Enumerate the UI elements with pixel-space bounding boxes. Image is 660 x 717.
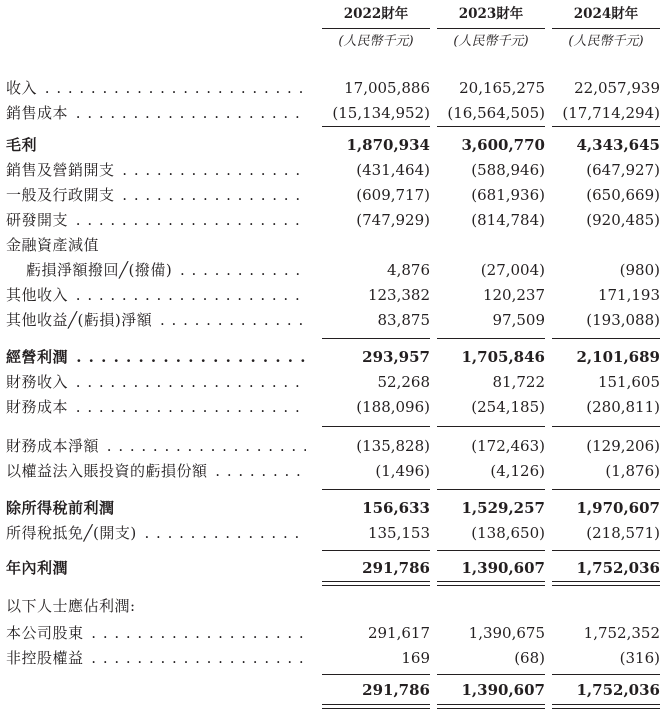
subtotal-rule xyxy=(437,338,545,339)
value-2022: (609,717) xyxy=(356,186,430,204)
total-double-rule xyxy=(437,704,545,709)
value-2023: (172,463) xyxy=(471,437,545,455)
value-2022: 52,268 xyxy=(377,373,430,391)
row-label: 一般及行政開支 . . . xyxy=(6,183,306,207)
value-2024: 2,101,689 xyxy=(576,348,660,366)
row-other-income xyxy=(0,283,660,307)
total-double-rule xyxy=(552,704,660,709)
subtotal-rule xyxy=(322,550,430,551)
subtotal-rule xyxy=(437,550,545,551)
value-2023: (588,946) xyxy=(471,161,545,179)
subtotal-rule xyxy=(322,126,430,127)
subtotal-rule xyxy=(322,674,430,675)
row-label: 其他收入 . . . xyxy=(6,283,306,307)
value-2024: (980) xyxy=(619,261,660,279)
column-unit: (人民幣千元) xyxy=(338,34,414,49)
value-2022: 293,957 xyxy=(362,348,430,366)
value-2022: 156,633 xyxy=(362,499,430,517)
row-label: 非控股權益 . . . xyxy=(6,646,306,670)
row-label: 虧損淨額撥回╱(撥備) . . . xyxy=(26,258,306,282)
value-2024: (218,571) xyxy=(586,524,660,542)
value-2022: (188,096) xyxy=(356,398,430,416)
row-label: 收入 . . . xyxy=(6,76,306,100)
total-double-rule xyxy=(552,581,660,586)
value-2022: (135,828) xyxy=(356,437,430,455)
row-label: 財務收入 . . . xyxy=(6,370,306,394)
row-label: 財務成本淨額 . . . xyxy=(6,434,306,458)
value-2023: 120,237 xyxy=(482,286,545,304)
row-operating-profit xyxy=(0,345,660,369)
row-label: 以權益法入賬投資的虧損份額 . . . xyxy=(6,459,306,483)
value-2023: (681,936) xyxy=(471,186,545,204)
value-2022: (15,134,952) xyxy=(332,104,430,122)
subtotal-rule xyxy=(322,338,430,339)
value-2023: (16,564,505) xyxy=(447,104,545,122)
value-2023: (814,784) xyxy=(471,211,545,229)
row-label: 金融資產減值 xyxy=(6,236,100,254)
column-unit: (人民幣千元) xyxy=(453,34,529,49)
value-2024: (17,714,294) xyxy=(562,104,660,122)
value-2024: (193,088) xyxy=(586,311,660,329)
row-finance-income xyxy=(0,370,660,394)
value-2024: 4,343,645 xyxy=(576,136,660,154)
subtotal-rule xyxy=(437,126,545,127)
subtotal-rule xyxy=(552,426,660,427)
subtotal-rule xyxy=(552,338,660,339)
value-2023: 81,722 xyxy=(492,373,545,391)
value-2024: 22,057,939 xyxy=(574,79,660,97)
value-2023: 20,165,275 xyxy=(459,79,545,97)
value-2024: 171,193 xyxy=(597,286,660,304)
value-2024: (129,206) xyxy=(586,437,660,455)
row-non-controlling-interests xyxy=(0,646,660,670)
row-label: 年內利潤 xyxy=(6,559,69,577)
value-2024: (920,485) xyxy=(586,211,660,229)
row-admin-expenses xyxy=(0,183,660,207)
row-label: 除所得稅前利潤 xyxy=(6,499,115,517)
subtotal-rule xyxy=(552,126,660,127)
row-finance-costs xyxy=(0,395,660,419)
column-unit: (人民幣千元) xyxy=(568,34,644,49)
row-label: 其他收益╱(虧損)淨額 . . . xyxy=(6,308,306,332)
subtotal-rule xyxy=(322,426,430,427)
row-profit-for-year xyxy=(0,556,660,580)
value-2023: 1,390,675 xyxy=(468,624,545,642)
value-2024: (650,669) xyxy=(586,186,660,204)
row-attributable-heading xyxy=(0,594,660,618)
value-2022: 17,005,886 xyxy=(344,79,430,97)
row-profit-before-tax xyxy=(0,496,660,520)
header-rule xyxy=(437,28,545,29)
value-2023: 97,509 xyxy=(492,311,545,329)
value-2023: 1,529,257 xyxy=(461,499,545,517)
row-label: 經營利潤 . . . xyxy=(6,345,306,369)
value-2022: 4,876 xyxy=(387,261,430,279)
row-impairment-heading xyxy=(0,233,660,257)
value-2022: 291,786 xyxy=(362,559,430,577)
value-2022: (431,464) xyxy=(356,161,430,179)
row-label: 研發開支 . . . xyxy=(6,208,306,232)
row-label: 銷售及營銷開支 . . . xyxy=(6,158,306,182)
total-double-rule xyxy=(437,581,545,586)
row-selling-expenses xyxy=(0,158,660,182)
value-2023: 1,390,607 xyxy=(461,681,545,699)
row-rnd-expenses xyxy=(0,208,660,232)
value-2022: 83,875 xyxy=(377,311,430,329)
value-2023: (4,126) xyxy=(490,462,545,480)
header-rule xyxy=(552,28,660,29)
value-2024: 1,752,036 xyxy=(576,681,660,699)
column-header-2024 xyxy=(552,4,660,51)
value-2023: 1,390,607 xyxy=(461,559,545,577)
row-label: 財務成本 . . . xyxy=(6,395,306,419)
subtotal-rule xyxy=(552,674,660,675)
row-label: 所得稅抵免╱(開支) . . . xyxy=(6,521,306,545)
subtotal-rule xyxy=(322,489,430,490)
row-income-tax xyxy=(0,521,660,545)
value-2022: 123,382 xyxy=(367,286,430,304)
subtotal-rule xyxy=(437,489,545,490)
row-label: 以下人士應佔利潤: xyxy=(6,597,136,615)
value-2024: (647,927) xyxy=(586,161,660,179)
row-label: 銷售成本 . . . xyxy=(6,101,306,125)
value-2022: 291,786 xyxy=(362,681,430,699)
subtotal-rule xyxy=(437,426,545,427)
row-impairment-net xyxy=(0,258,660,282)
column-year: 2024財年 xyxy=(573,6,639,22)
row-owners-of-company xyxy=(0,621,660,645)
value-2022: 169 xyxy=(401,649,430,667)
value-2022: (747,929) xyxy=(356,211,430,229)
value-2023: (27,004) xyxy=(480,261,545,279)
value-2022: 1,870,934 xyxy=(346,136,430,154)
row-equity-method-losses xyxy=(0,459,660,483)
value-2022: 135,153 xyxy=(367,524,430,542)
column-header-2022 xyxy=(322,4,430,51)
value-2022: 291,617 xyxy=(367,624,430,642)
value-2024: (1,876) xyxy=(605,462,660,480)
value-2023: 1,705,846 xyxy=(461,348,545,366)
row-label: 本公司股東 . . . xyxy=(6,621,306,645)
value-2023: (138,650) xyxy=(471,524,545,542)
value-2024: 1,970,607 xyxy=(576,499,660,517)
row-net-finance-costs xyxy=(0,434,660,458)
header-rule xyxy=(322,28,430,29)
subtotal-rule xyxy=(552,489,660,490)
subtotal-rule xyxy=(552,550,660,551)
column-year: 2023財年 xyxy=(458,6,524,22)
value-2023: (68) xyxy=(514,649,545,667)
row-revenue xyxy=(0,76,660,100)
value-2023: (254,185) xyxy=(471,398,545,416)
value-2024: 1,752,352 xyxy=(583,624,660,642)
row-gross-profit xyxy=(0,133,660,157)
row-attributable-total xyxy=(0,678,660,702)
column-header-2023 xyxy=(437,4,545,51)
total-double-rule xyxy=(322,704,430,709)
value-2022: (1,496) xyxy=(375,462,430,480)
row-other-gains xyxy=(0,308,660,332)
value-2024: 1,752,036 xyxy=(576,559,660,577)
total-double-rule xyxy=(322,581,430,586)
column-year: 2022財年 xyxy=(343,6,409,22)
subtotal-rule xyxy=(437,674,545,675)
value-2024: (280,811) xyxy=(586,398,660,416)
value-2023: 3,600,770 xyxy=(461,136,545,154)
value-2024: 151,605 xyxy=(597,373,660,391)
row-label: 毛利 xyxy=(6,136,38,154)
row-cost-of-sales xyxy=(0,101,660,125)
value-2024: (316) xyxy=(619,649,660,667)
